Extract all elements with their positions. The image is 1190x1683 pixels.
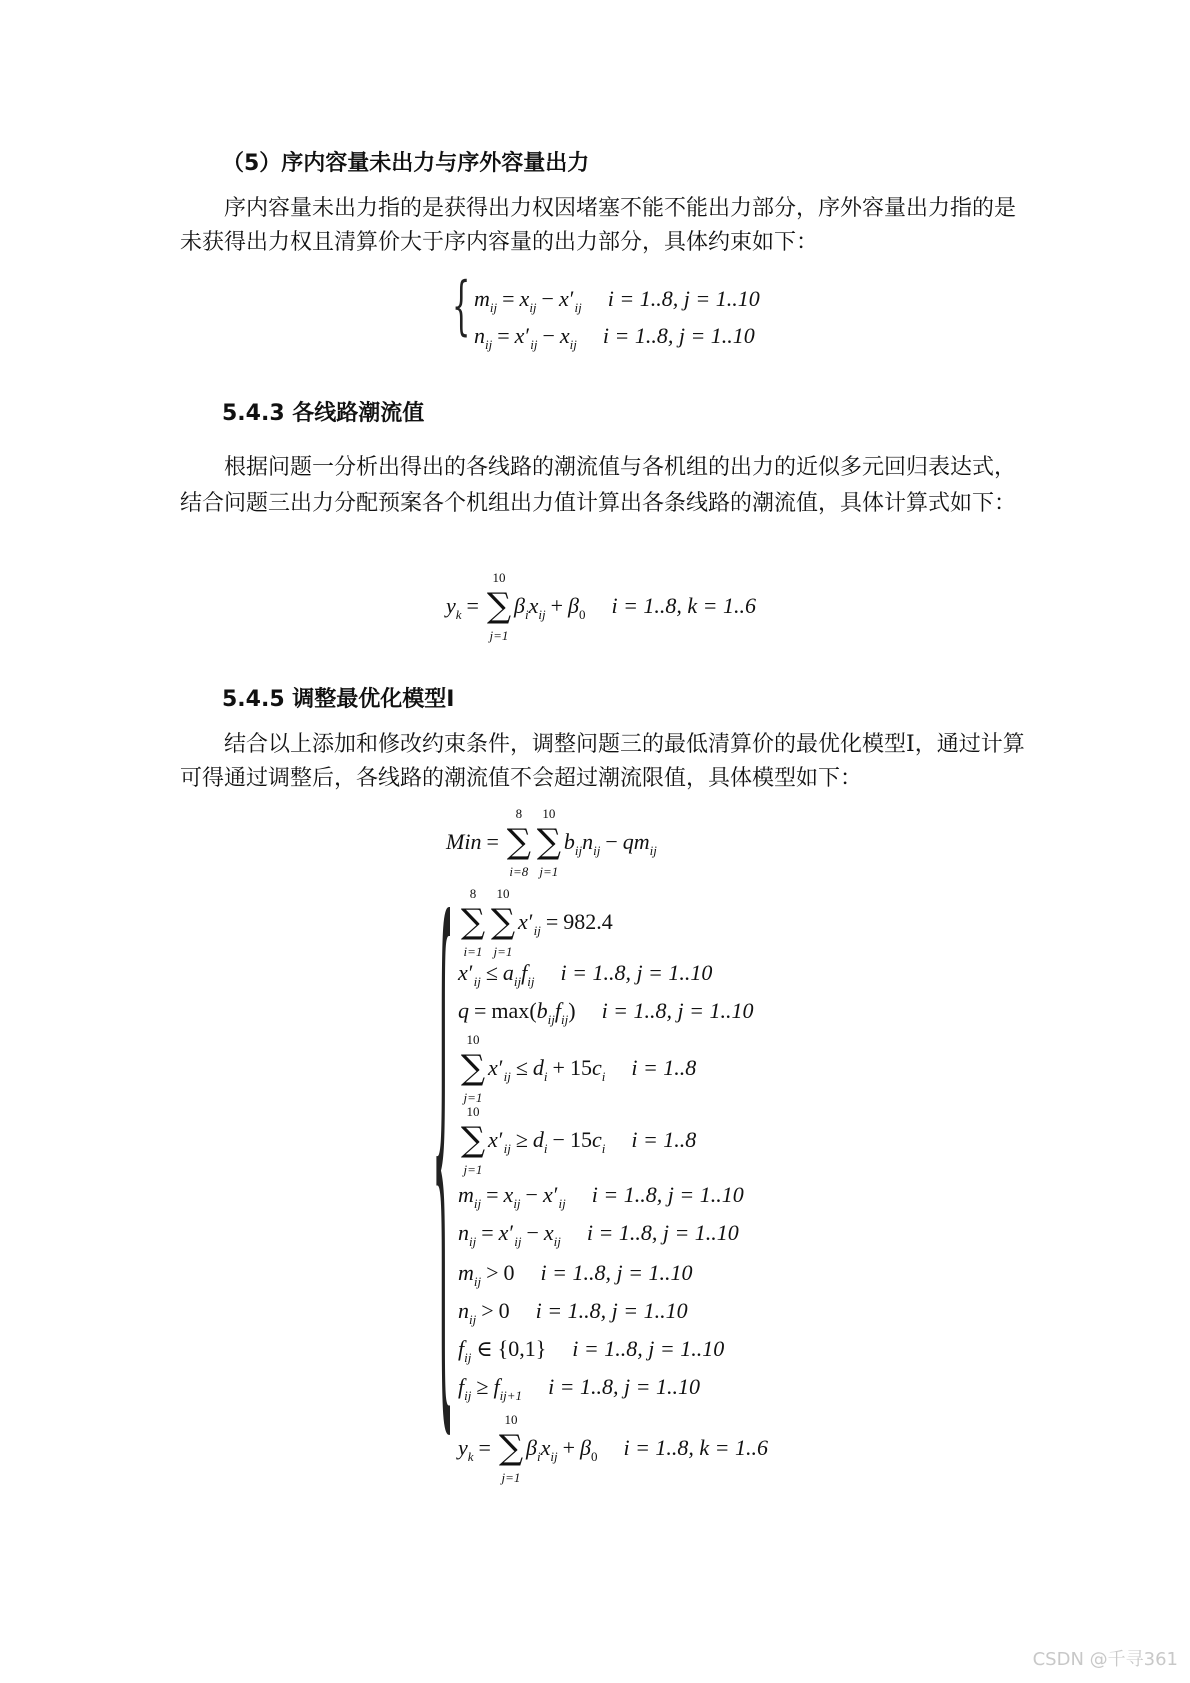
sum-symbol: 10 ∑ j=1 <box>536 806 562 879</box>
constraint-x-le-af: $x'_{ij} \le a_{ij}f_{ij}$ i = 1..8, j = 1..10 <box>458 960 713 989</box>
range-label: i = 1..8, k = 1..6 <box>611 593 757 619</box>
constraint-f-binary: $f_{ij}$ ∈ {0,1} i = 1..8, j = 1..10 <box>458 1336 725 1365</box>
sum-symbol: 10 ∑ j=1 <box>486 570 512 643</box>
paragraph-545: 结合以上添加和修改约束条件，调整问题三的最低清算价的最优化模型Ⅰ，通过计算可得通过调整后，各线路的潮流值不会超过潮流限值，具体模型如下： <box>180 732 1025 791</box>
paragraph-543: 根据问题一分析出得出的各线路的潮流值与各机组的出力的近似多元回归表达式，结合问题三出力分配预案各个机组出力值计算出各条线路的潮流值，具体计算式如下： <box>180 455 1017 516</box>
constraint-total-capacity: 8 ∑ i=1 10 ∑ j=1 $x'_{ij} = 982.4$ <box>460 886 613 959</box>
constraint-n-ij: $n_{ij} = x'_{ij} - x_{ij}$ i = 1..8, j = 1..10 <box>458 1220 739 1249</box>
constraint-q-max: $q = \max(b_{ij}f_{ij}) i = 1..8$, j = 1..10 <box>458 998 754 1027</box>
objective-function: Min = 8 ∑ i=8 10 ∑ j=1 $b_{ij}n_{ij} - qm_{ij}$ <box>446 806 657 879</box>
watermark: CSDN @千寻361 <box>1032 1649 1178 1670</box>
constraint-upper-bound: 10 ∑ j=1 $x'_{ij} \le d_i + 15c_i$ i = 1..8 <box>460 1032 697 1105</box>
brace-constraints: { <box>432 811 455 1477</box>
constraint-lower-bound: 10 ∑ j=1 $x'_{ij} \ge d_i - 15c_i$ i = 1..8 <box>460 1104 697 1177</box>
section-heading-545: 5.4.5 调整最优化模型Ⅰ <box>222 687 455 712</box>
constraint-n-positive: $n_{ij} > 0$ i = 1..8, j = 1..10 <box>458 1298 688 1327</box>
sum-symbol: 8 ∑ i=8 <box>506 806 532 879</box>
constraint-y-k: $y_k$ = 10 ∑ j=1 $\beta_ix_{ij} + \beta_0$ i = 1..8, k = 1..6 <box>458 1412 769 1485</box>
brace-system-1: { <box>452 269 471 343</box>
section-heading-543: 5.4.3 各线路潮流值 <box>222 401 425 426</box>
section-heading-5: （5）序内容量未出力与序外容量出力 <box>222 151 590 176</box>
range-label: i = 1..8, j = 1..10 <box>602 323 755 348</box>
paragraph-5: 序内容量未出力指的是获得出力权因堵塞不能不能出力部分，序外容量出力指的是未获得出力权且清算价大于序内容量的出力部分，具体约束如下： <box>180 196 1017 255</box>
equation-n-ij: $n_{ij} = x'_{ij} - x_{ij}$ i = 1..8, j = 1..10 <box>474 323 755 352</box>
constraint-m-positive: $m_{ij} > 0$ i = 1..8, j = 1..10 <box>458 1260 693 1289</box>
constraint-f-order: $f_{ij} \ge f_{ij+1}$ i = 1..8, j = 1..10 <box>458 1374 700 1403</box>
equation-y-k: $y_k$ = 10 ∑ j=1 $\beta_ix_{ij} + \beta_0$ i = 1..8, k = 1..6 <box>446 570 757 643</box>
equation-m-ij: $m_{ij} = x_{ij} - x'_{ij}$ i = 1..8, j = 1..10 <box>474 286 760 315</box>
range-label: i = 1..8, j = 1..10 <box>607 286 760 311</box>
constraint-m-ij: $m_{ij} = x_{ij} - x'_{ij}$ i = 1..8, j = 1..10 <box>458 1182 744 1211</box>
